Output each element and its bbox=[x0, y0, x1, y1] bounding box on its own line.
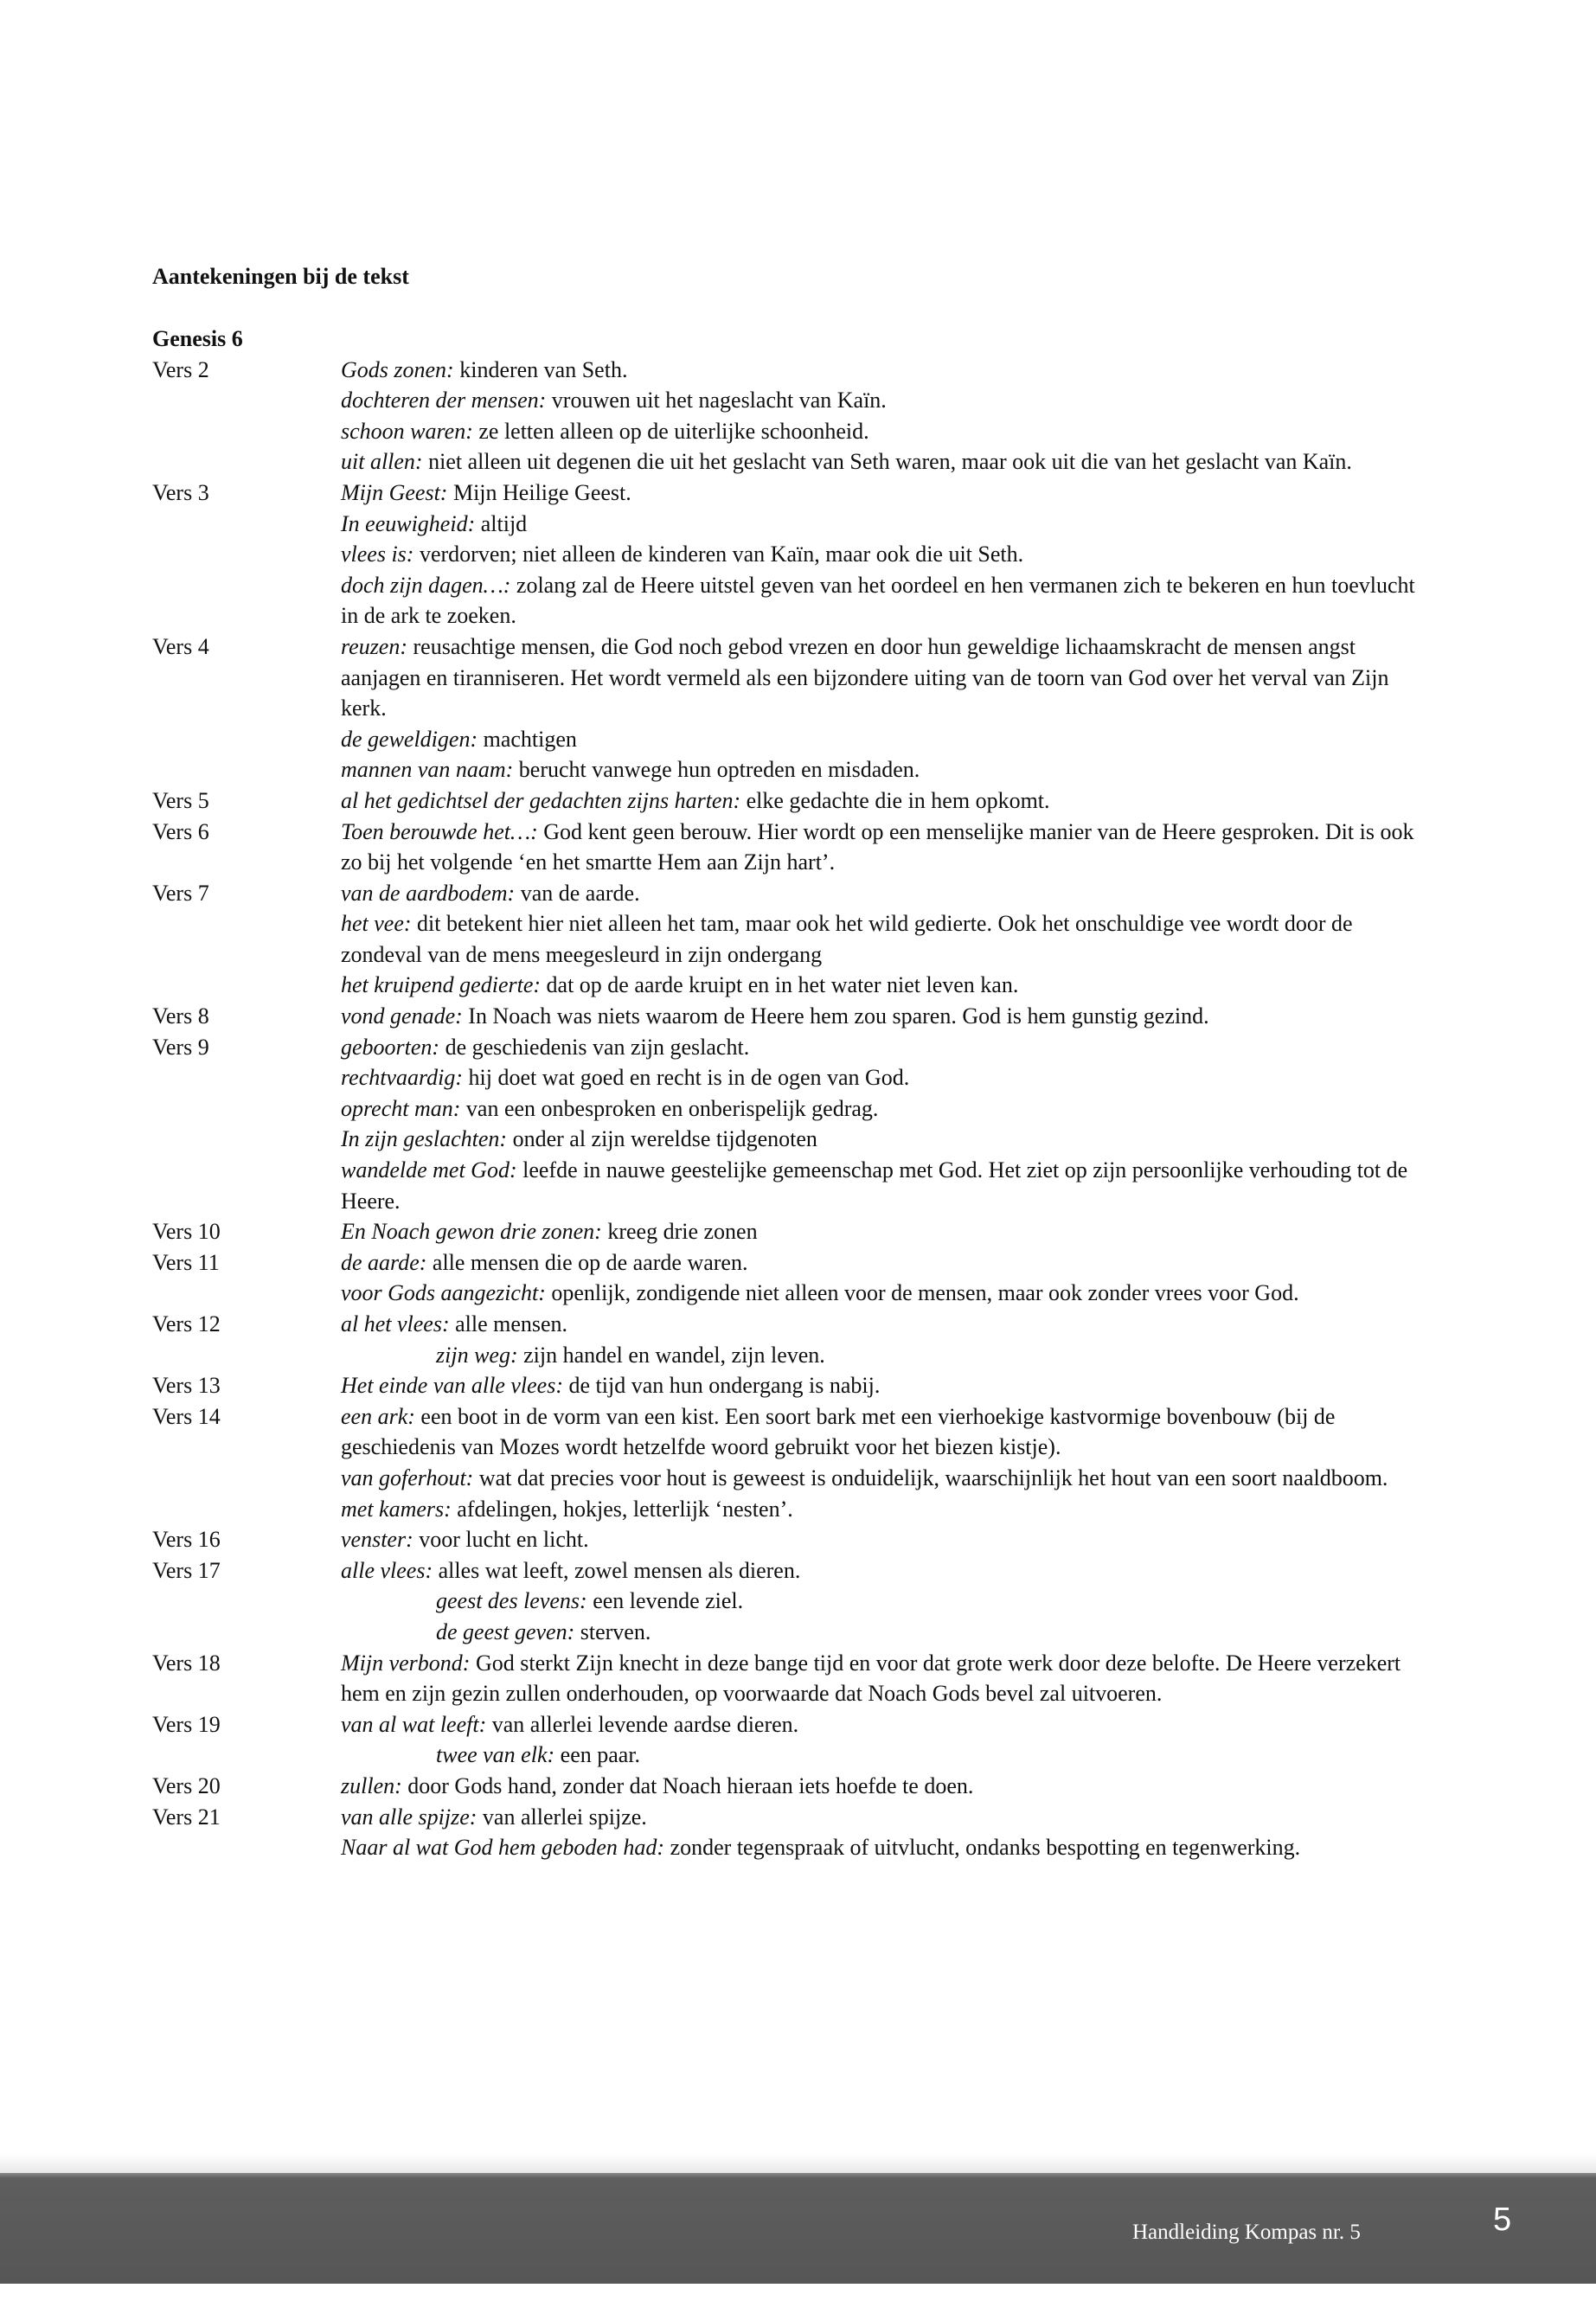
verse-row bbox=[152, 355, 1424, 478]
annotation bbox=[341, 1524, 1424, 1555]
verse-label: Vers 17 bbox=[152, 1557, 221, 1583]
annotation-text: niet alleen uit degenen die uit het geslacht van Seth waren, maar ook uit die van het geslacht van Kaïn. bbox=[422, 449, 1352, 475]
annotation-term: Toen berouwde het…: bbox=[341, 818, 538, 844]
annotation-text: zolang zal de Heere uitstel geven van het oordeel en hen vermanen zich te bekeren en hun toevlucht in de ark te zoeken. bbox=[341, 572, 1415, 629]
verse-notes bbox=[341, 631, 1424, 785]
annotation-term: alle vlees: bbox=[341, 1557, 433, 1583]
verse-notes bbox=[341, 1709, 1424, 1771]
annotation bbox=[341, 1401, 1424, 1463]
verse-notes bbox=[341, 1524, 1424, 1555]
verse-notes bbox=[341, 1401, 1424, 1524]
annotation-text: door Gods hand, zonder dat Noach hieraan iets hoefde te doen. bbox=[401, 1772, 974, 1798]
verse-label: Vers 13 bbox=[152, 1373, 221, 1399]
annotation bbox=[341, 1370, 1424, 1401]
verse-notes bbox=[341, 1648, 1424, 1709]
verse-notes bbox=[341, 1370, 1424, 1401]
annotation-text: dat op de aarde kruipt en in het water niet leven kan. bbox=[541, 972, 1019, 998]
verse-row bbox=[152, 1709, 1424, 1771]
verse-notes bbox=[341, 785, 1424, 817]
annotation-term: geboorten: bbox=[341, 1034, 440, 1060]
annotation bbox=[341, 878, 1424, 909]
annotation-text: van een onbesproken en onberispelijk gedrag. bbox=[460, 1095, 879, 1121]
verse-row bbox=[152, 1032, 1424, 1217]
annotation-term: de aarde: bbox=[341, 1249, 427, 1275]
annotation-term: In eeuwigheid: bbox=[341, 510, 476, 536]
verse-label: Vers 4 bbox=[152, 633, 209, 659]
annotation bbox=[341, 631, 1424, 724]
verse-notes bbox=[341, 1247, 1424, 1309]
annotation bbox=[341, 970, 1424, 1001]
verse-notes bbox=[341, 1001, 1424, 1032]
verse-label: Vers 2 bbox=[152, 356, 209, 382]
verse-label: Vers 20 bbox=[152, 1772, 221, 1798]
annotation bbox=[341, 1309, 1424, 1340]
verse-row bbox=[152, 631, 1424, 785]
verse-notes bbox=[341, 817, 1424, 878]
annotation-text: voor lucht en licht. bbox=[413, 1527, 589, 1553]
verse-notes bbox=[341, 1032, 1424, 1217]
annotation bbox=[436, 1586, 1424, 1617]
annotation-text: van allerlei spijze. bbox=[477, 1804, 647, 1830]
annotation bbox=[341, 1278, 1424, 1309]
verse-row bbox=[152, 1648, 1424, 1709]
annotation bbox=[341, 478, 1424, 509]
annotation-term: dochteren der mensen: bbox=[341, 388, 547, 413]
verse-row bbox=[152, 1401, 1424, 1524]
verse-label: Vers 5 bbox=[152, 787, 209, 813]
verse-row bbox=[152, 1001, 1424, 1032]
annotation-text: dit betekent hier niet alleen het tam, maar ook het wild gedierte. Ook het onschuldige vee wordt door de zondeval van de mens meegesleurd in zijn ondergang bbox=[341, 911, 1353, 967]
verse-label: Vers 18 bbox=[152, 1650, 221, 1676]
annotation-term: In zijn geslachten: bbox=[341, 1126, 508, 1152]
annotation-term: rechtvaardig: bbox=[341, 1065, 464, 1091]
annotation-term: met kamers: bbox=[341, 1496, 452, 1522]
annotation-term: oprecht man: bbox=[341, 1095, 461, 1121]
verse-list bbox=[152, 355, 1424, 1863]
annotation-text: van de aarde. bbox=[515, 880, 640, 906]
annotation bbox=[341, 446, 1424, 478]
annotation bbox=[341, 539, 1424, 570]
annotation-text: reusachtige mensen, die God noch gebod vrezen en door hun geweldige lichaamskracht de mensen angst aanjagen en tiranniseren. Het wordt vermeld als een bijzondere uiting van de toorn van God over het verval van Zijn kerk. bbox=[341, 633, 1389, 721]
annotation-term: Mijn verbond: bbox=[341, 1650, 471, 1676]
verse-notes bbox=[341, 1555, 1424, 1648]
verse-label: Vers 9 bbox=[152, 1034, 209, 1060]
annotation bbox=[436, 1340, 1424, 1371]
annotation-term: van alle spijze: bbox=[341, 1804, 478, 1830]
annotation-term: het kruipend gedierte: bbox=[341, 972, 542, 998]
annotation-term: schoon waren: bbox=[341, 418, 473, 444]
verse-label: Vers 7 bbox=[152, 880, 209, 906]
verse-row bbox=[152, 1555, 1424, 1648]
annotation-text: leefde in nauwe geestelijke gemeenschap met God. Het ziet op zijn persoonlijke verhouding tot de Heere. bbox=[341, 1157, 1408, 1214]
annotation-text: een boot in de vorm van een kist. Een soort bark met een vierhoekige kastvormige bovenbouw (bij de geschiedenis van Mozes wordt hetzelfde woord gebruikt voor het biezen kistje). bbox=[341, 1403, 1336, 1460]
page-heading: Aantekeningen bij de tekst bbox=[152, 264, 409, 289]
annotation bbox=[341, 817, 1424, 878]
annotation-text: berucht vanwege hun optreden en misdaden. bbox=[513, 757, 920, 783]
annotation-term: zullen: bbox=[341, 1772, 402, 1798]
page-number: 5 bbox=[1493, 2202, 1512, 2238]
annotation-term: vlees is: bbox=[341, 542, 414, 567]
annotation bbox=[341, 1124, 1424, 1155]
annotation-term: van goferhout: bbox=[341, 1465, 474, 1490]
annotation-text: alles wat leeft, zowel mensen als dieren. bbox=[433, 1557, 801, 1583]
annotation-text: ze letten alleen op de uiterlijke schoonheid. bbox=[472, 418, 869, 444]
annotation-term: al het vlees: bbox=[341, 1311, 450, 1336]
annotation-text: verdorven; niet alleen de kinderen van Kaïn, maar ook die uit Seth. bbox=[413, 542, 1024, 567]
verse-row bbox=[152, 1216, 1424, 1247]
annotation-text: kinderen van Seth. bbox=[453, 356, 628, 382]
annotation bbox=[341, 1032, 1424, 1063]
annotation-term: van de aardbodem: bbox=[341, 880, 516, 906]
section-title: Genesis 6 bbox=[152, 326, 243, 351]
annotation-text: onder al zijn wereldse tijdgenoten bbox=[507, 1126, 817, 1152]
annotation-term: twee van elk: bbox=[436, 1742, 555, 1768]
footer-title: Handleiding Kompas nr. 5 bbox=[1132, 2221, 1361, 2244]
annotation bbox=[341, 355, 1424, 386]
annotation-term: voor Gods aangezicht: bbox=[341, 1280, 546, 1306]
annotation-text: Mijn Heilige Geest. bbox=[447, 479, 631, 505]
annotation-term: het vee: bbox=[341, 911, 412, 937]
verse-label: Vers 8 bbox=[152, 1003, 209, 1029]
annotation bbox=[341, 1494, 1424, 1525]
annotation bbox=[341, 570, 1424, 631]
annotation-term: de geweldigen: bbox=[341, 726, 478, 752]
verse-row bbox=[152, 878, 1424, 1001]
annotation-term: wandelde met God: bbox=[341, 1157, 517, 1183]
verse-row bbox=[152, 1247, 1424, 1309]
verse-label: Vers 3 bbox=[152, 479, 209, 505]
genesis-section bbox=[152, 324, 1424, 1863]
annotation bbox=[341, 1802, 1424, 1833]
verse-row bbox=[152, 1524, 1424, 1555]
annotation-term: vond genade: bbox=[341, 1003, 463, 1029]
annotation bbox=[341, 908, 1424, 970]
annotation-text: van allerlei levende aardse dieren. bbox=[486, 1711, 799, 1737]
verse-notes bbox=[341, 478, 1424, 631]
annotation bbox=[341, 385, 1424, 416]
verse-label: Vers 19 bbox=[152, 1711, 221, 1737]
annotation-text: elke gedachte die in hem opkomt. bbox=[740, 787, 1050, 813]
verse-label: Vers 21 bbox=[152, 1804, 221, 1830]
annotation-text: de tijd van hun ondergang is nabij. bbox=[563, 1373, 881, 1399]
annotation-text: machtigen bbox=[478, 726, 577, 752]
annotation bbox=[341, 1216, 1424, 1247]
annotation-text: alle mensen die op de aarde waren. bbox=[426, 1249, 748, 1275]
annotation-term: doch zijn dagen…: bbox=[341, 572, 511, 598]
annotation bbox=[341, 509, 1424, 540]
verse-label: Vers 14 bbox=[152, 1403, 221, 1429]
annotation-term: uit allen: bbox=[341, 449, 423, 475]
annotation-term: een ark: bbox=[341, 1403, 415, 1429]
annotation-term: zijn weg: bbox=[436, 1342, 518, 1368]
annotation bbox=[341, 1648, 1424, 1709]
annotation bbox=[341, 1155, 1424, 1216]
annotation bbox=[341, 724, 1424, 755]
annotation-text: een paar. bbox=[554, 1742, 641, 1768]
verse-row bbox=[152, 1802, 1424, 1863]
annotation-text: sterven. bbox=[574, 1618, 651, 1644]
annotation bbox=[341, 1555, 1424, 1586]
annotation bbox=[341, 1771, 1424, 1802]
annotation-term: de geest geven: bbox=[436, 1618, 575, 1644]
annotation-text: God sterkt Zijn knecht in deze bange tijd en voor dat grote werk door deze belofte. De Heere verzekert hem en zijn gezin zullen onderhouden, op voorwaarde dat Noach Gods bevel zal uitvoeren. bbox=[341, 1650, 1401, 1707]
annotation bbox=[341, 785, 1424, 817]
annotation bbox=[341, 1001, 1424, 1032]
annotation bbox=[341, 1093, 1424, 1125]
annotation-term: mannen van naam: bbox=[341, 757, 514, 783]
annotation-text: kreeg drie zonen bbox=[601, 1219, 758, 1245]
verse-label: Vers 12 bbox=[152, 1311, 221, 1336]
verse-notes bbox=[341, 1802, 1424, 1863]
annotation-term: Naar al wat God hem geboden had: bbox=[341, 1835, 665, 1861]
annotation-text: afdelingen, hokjes, letterlijk ‘nesten’. bbox=[451, 1496, 793, 1522]
annotation-term: Gods zonen: bbox=[341, 356, 454, 382]
annotation bbox=[436, 1617, 1424, 1648]
verse-notes bbox=[341, 1216, 1424, 1247]
annotation-text: zijn handel en wandel, zijn leven. bbox=[517, 1342, 825, 1368]
annotation-text: hij doet wat goed en recht is in de ogen van God. bbox=[463, 1065, 910, 1091]
annotation bbox=[341, 754, 1424, 785]
annotation-text: In Noach was niets waarom de Heere hem zou sparen. God is hem gunstig gezind. bbox=[462, 1003, 1209, 1029]
annotation-text: de geschiedenis van zijn geslacht. bbox=[439, 1034, 750, 1060]
annotation-text: alle mensen. bbox=[449, 1311, 568, 1336]
annotation bbox=[436, 1740, 1424, 1771]
annotation bbox=[341, 1463, 1424, 1494]
verse-label: Vers 6 bbox=[152, 818, 209, 844]
annotation-text: altijd bbox=[475, 510, 528, 536]
annotation-term: Het einde van alle vlees: bbox=[341, 1373, 563, 1399]
verse-row bbox=[152, 1771, 1424, 1802]
verse-row bbox=[152, 817, 1424, 878]
annotation-text: God kent geen berouw. Hier wordt op een menselijke manier van de Heere gesproken. Dit is ook zo bij het volgende ‘en het smartte Hem aan Zijn hart’. bbox=[341, 818, 1414, 875]
annotation-term: Mijn Geest: bbox=[341, 479, 448, 505]
annotation-text: vrouwen uit het nageslacht van Kaïn. bbox=[546, 388, 887, 413]
verse-notes bbox=[341, 1771, 1424, 1802]
verse-notes bbox=[341, 1309, 1424, 1370]
annotation-term: En Noach gewon drie zonen: bbox=[341, 1219, 602, 1245]
annotation-text: zonder tegenspraak of uitvlucht, ondanks bespotting en tegenwerking. bbox=[664, 1835, 1301, 1861]
verse-notes bbox=[341, 355, 1424, 478]
annotation-term: van al wat leeft: bbox=[341, 1711, 487, 1737]
verse-label: Vers 11 bbox=[152, 1249, 220, 1275]
verse-row bbox=[152, 1370, 1424, 1401]
verse-label: Vers 10 bbox=[152, 1219, 221, 1245]
annotation-term: venster: bbox=[341, 1527, 413, 1553]
annotation bbox=[341, 1062, 1424, 1093]
annotation-term: geest des levens: bbox=[436, 1588, 587, 1614]
annotation bbox=[341, 1247, 1424, 1279]
annotation-term: reuzen: bbox=[341, 633, 408, 659]
annotation-text: openlijk, zondigende niet alleen voor de mensen, maar ook zonder vrees voor God. bbox=[545, 1280, 1299, 1306]
verse-row bbox=[152, 1309, 1424, 1370]
annotation bbox=[341, 416, 1424, 447]
verse-row bbox=[152, 785, 1424, 817]
annotation bbox=[341, 1832, 1424, 1863]
verse-row bbox=[152, 478, 1424, 631]
annotation-term: al het gedichtsel der gedachten zijns harten: bbox=[341, 787, 741, 813]
annotation-text: wat dat precies voor hout is geweest is onduidelijk, waarschijnlijk het hout van een soort naaldboom. bbox=[473, 1465, 1388, 1490]
verse-label: Vers 16 bbox=[152, 1527, 221, 1553]
verse-notes bbox=[341, 878, 1424, 1001]
annotation-text: een levende ziel. bbox=[586, 1588, 744, 1614]
annotation bbox=[341, 1709, 1424, 1740]
